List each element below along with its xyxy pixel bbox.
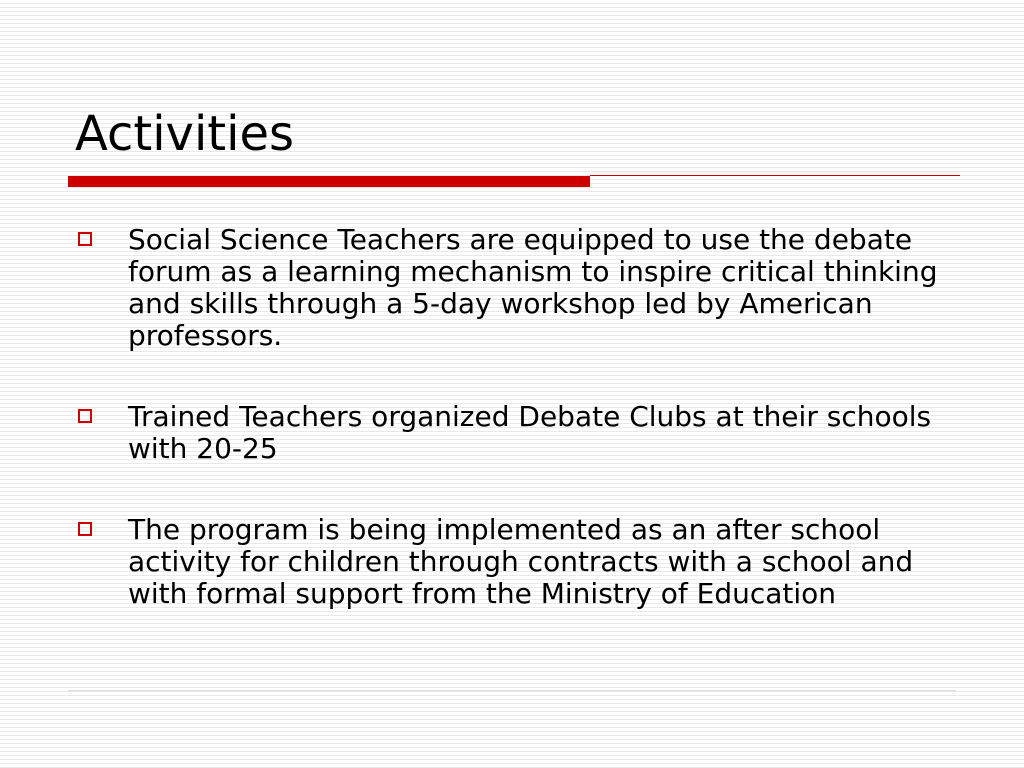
hollow-square-bullet-icon [78,232,92,246]
hollow-square-bullet-icon [78,522,92,536]
slide-title: Activities [75,106,294,162]
title-underline-thin [590,175,960,176]
bullet-item [78,514,958,610]
bullet-list [78,224,958,659]
bullet-item [78,224,958,352]
title-underline-accent [68,176,590,187]
bullet-item [78,401,958,465]
bullet-text: Social Science Teachers are equipped to use the debate forum as a learning mechanism to inspire critical thinking and skills through a 5-day workshop led by American professors. [128,223,938,352]
hollow-square-bullet-icon [78,409,92,423]
footer-divider [68,690,956,691]
bullet-text: Trained Teachers organized Debate Clubs at their schools with 20-25 [128,400,932,465]
bullet-text: The program is being implemented as an after school activity for children through contracts with a school and with formal support from the Ministry of Education [128,513,914,610]
